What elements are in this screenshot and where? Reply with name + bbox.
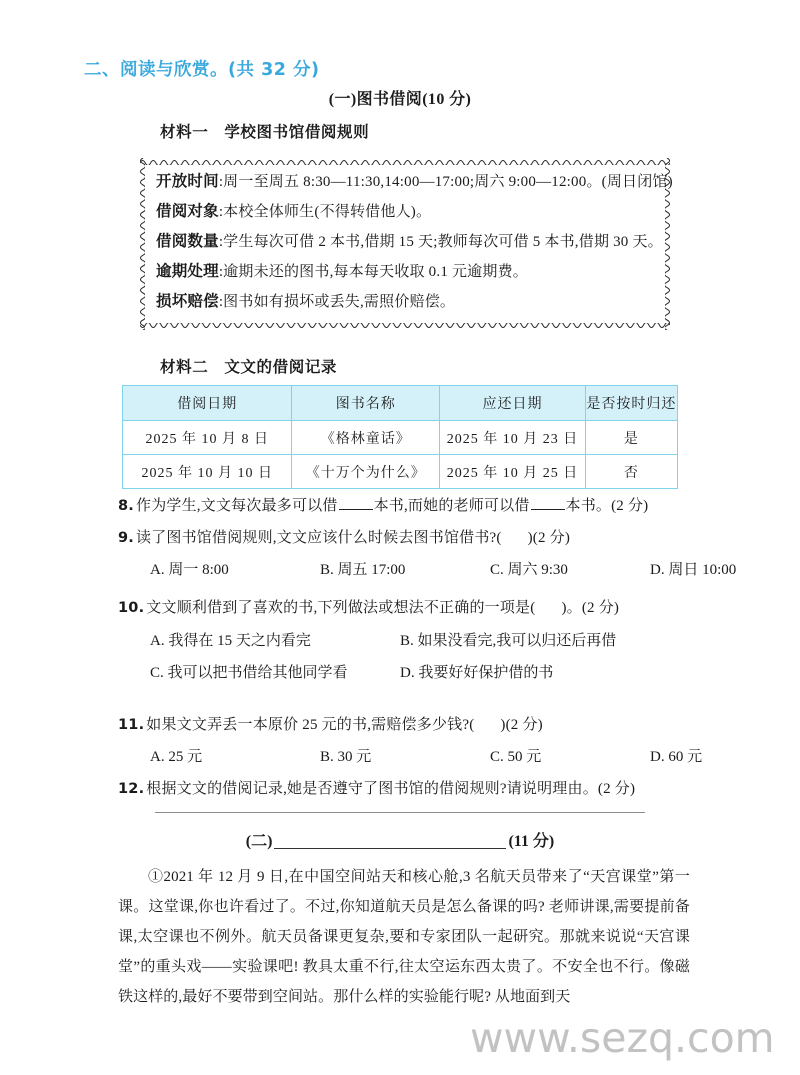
cell-due-date: 2025 年 10 月 23 日 <box>440 421 586 455</box>
borrow-record-table <box>122 385 678 489</box>
column-header-due-date: 应还日期 <box>440 386 586 421</box>
question-9-options <box>150 558 737 579</box>
question-11-text: 如果文文弄丢一本原价 25 元的书,需赔偿多少钱?( <box>146 717 475 733</box>
table-body <box>123 421 678 489</box>
question-11-tail: )(2 分) <box>500 717 543 733</box>
question-10-tail: )。(2 分) <box>561 600 620 616</box>
question-8 <box>118 494 718 515</box>
rule-key: 开放时间 <box>156 172 219 190</box>
question-11-number: 11. <box>118 717 145 733</box>
rule-item <box>156 204 654 220</box>
table-row <box>123 455 678 489</box>
column-header-book-name: 图书名称 <box>292 386 440 421</box>
passage-paragraph-1: ①2021 年 12 月 9 日,在中国空间站天和核心舱,3 名航天员带来了“天宫课堂”第一课。这堂课,你也许看过了。不过,你知道航天员是怎么备课的吗? 老师讲课,需要提前备课,太空课也不例外。航天员备课更复杂,要和专家团队一起研究。那就来说说“天宫课堂”的重头戏——实验课吧! 教具太重不行,往太空运东西太贵了。不安全也不行。像磁铁这样的,最好不要带到空间站。那什么样的实验能行呢? 从地面到天 <box>118 869 690 1005</box>
question-9 <box>118 526 718 547</box>
site-watermark: www.sezq.com <box>470 1014 775 1062</box>
question-9-number: 9. <box>118 530 134 546</box>
reading-passage <box>118 862 690 1012</box>
section-divider <box>155 812 645 813</box>
rule-item <box>156 264 654 280</box>
question-8-text-a: 作为学生,文文每次最多可以借 <box>136 498 338 514</box>
question-12 <box>118 777 718 798</box>
material-one-label <box>160 120 369 142</box>
rule-value: :本校全体师生(不得转借他人)。 <box>218 204 432 220</box>
question-10-text: 文文顺利借到了喜欢的书,下列做法或想法不正确的一项是( <box>146 600 536 616</box>
part-two-title-blank[interactable] <box>274 832 506 849</box>
option-c[interactable]: C. 我可以把书借给其他同学看 <box>150 665 348 681</box>
column-header-borrow-date: 借阅日期 <box>123 386 292 421</box>
rule-key: 借阅数量 <box>156 232 219 250</box>
option-d[interactable]: D. 周日 10:00 <box>650 562 737 578</box>
question-10-options-row-2 <box>150 661 730 682</box>
question-8-blank-1[interactable] <box>339 495 373 510</box>
rule-value: :学生每次可借 2 本书,借期 15 天;教师每次可借 5 本书,借期 30 天。 <box>218 234 663 250</box>
material-one-title: 学校图书馆借阅规则 <box>224 123 370 141</box>
section-heading: 二、阅读与欣赏。(共 32 分) <box>84 60 320 80</box>
question-8-blank-2[interactable] <box>531 495 565 510</box>
table-header-row <box>123 386 678 421</box>
option-b[interactable]: B. 30 元 <box>320 749 372 765</box>
library-rules-box <box>140 160 673 330</box>
rule-item <box>156 172 673 190</box>
rule-key: 借阅对象 <box>156 202 219 220</box>
question-8-number: 8. <box>118 498 134 514</box>
option-b[interactable]: B. 如果没看完,我可以归还后再借 <box>400 633 617 649</box>
cell-borrow-date: 2025 年 10 月 10 日 <box>123 455 292 489</box>
question-12-text: 根据文文的借阅记录,她是否遵守了图书馆的借阅规则?请说明理由。(2 分) <box>146 781 636 797</box>
rule-key: 逾期处理 <box>156 262 219 280</box>
material-one-name: 材料一 <box>160 123 209 141</box>
material-two-label <box>160 355 337 377</box>
question-8-text-c: 本书。(2 分) <box>565 498 649 514</box>
column-header-returned-on-time: 是否按时归还 <box>585 386 677 421</box>
option-a[interactable]: A. 我得在 15 天之内看完 <box>150 633 311 649</box>
cell-book-name: 《格林童话》 <box>292 421 440 455</box>
option-d[interactable]: D. 我要好好保护借的书 <box>400 665 554 681</box>
table-row <box>123 421 678 455</box>
option-a[interactable]: A. 25 元 <box>150 749 203 765</box>
question-10-options-row-1 <box>150 629 730 650</box>
cell-book-name: 《十万个为什么》 <box>292 455 440 489</box>
cell-due-date: 2025 年 10 月 25 日 <box>440 455 586 489</box>
option-a[interactable]: A. 周一 8:00 <box>150 562 229 578</box>
part-two-score: (11 分) <box>508 833 555 850</box>
material-two-title: 文文的借阅记录 <box>224 358 338 376</box>
rule-key: 损坏赔偿 <box>156 292 219 310</box>
part-two-title <box>0 828 800 851</box>
question-11 <box>118 713 718 734</box>
rule-item <box>156 294 654 310</box>
rule-value: :图书如有损坏或丢失,需照价赔偿。 <box>218 294 456 310</box>
part-two-label: (二) <box>245 833 273 850</box>
material-two-name: 材料二 <box>160 358 209 376</box>
question-9-text: 读了图书馆借阅规则,文文应该什么时候去图书馆借书?( <box>136 530 502 546</box>
question-10-number: 10. <box>118 600 145 616</box>
question-11-options <box>150 745 730 766</box>
question-10 <box>118 596 718 617</box>
rule-value: :周一至周五 8:30—11:30,14:00—17:00;周六 9:00—12:00。(周日闭馆) <box>218 174 673 190</box>
cell-returned-on-time: 否 <box>585 455 677 489</box>
option-c[interactable]: C. 周六 9:30 <box>490 562 568 578</box>
cell-borrow-date: 2025 年 10 月 8 日 <box>123 421 292 455</box>
option-c[interactable]: C. 50 元 <box>490 749 542 765</box>
cell-returned-on-time: 是 <box>585 421 677 455</box>
option-d[interactable]: D. 60 元 <box>650 749 703 765</box>
question-12-number: 12. <box>118 781 145 797</box>
question-9-tail: )(2 分) <box>527 530 571 546</box>
table-header <box>123 386 678 421</box>
question-8-text-b: 本书,而她的老师可以借 <box>373 498 530 514</box>
part-one-title: (一)图书借阅(10 分) <box>328 91 472 108</box>
option-b[interactable]: B. 周五 17:00 <box>320 562 406 578</box>
rule-item <box>156 232 663 250</box>
rule-value: :逾期未还的图书,每本每天收取 0.1 元逾期费。 <box>218 264 528 280</box>
